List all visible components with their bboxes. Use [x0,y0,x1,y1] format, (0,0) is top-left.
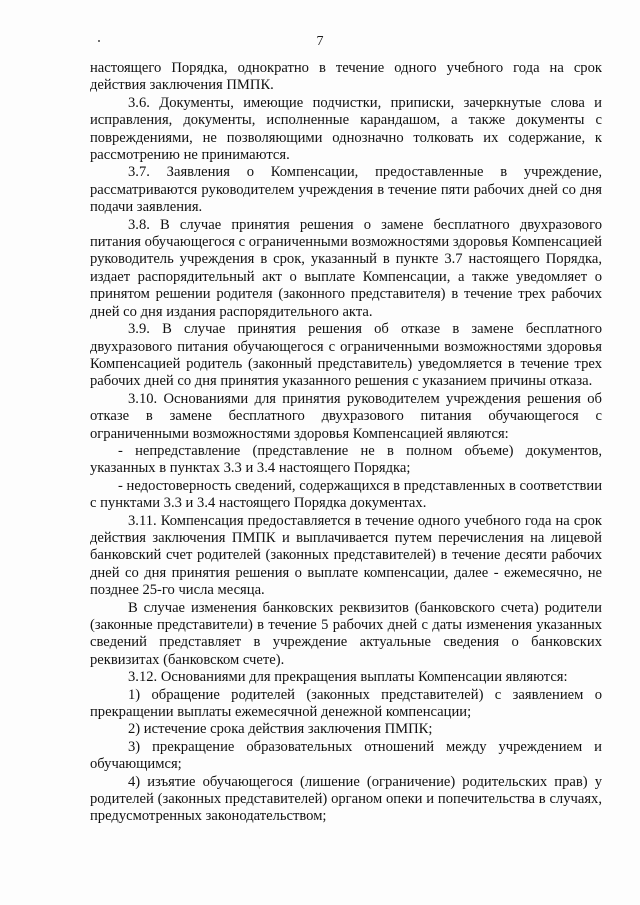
paragraph-3-12-item-3: 3) прекращение образовательных отношений между учреждением и обучающимся; [90,738,602,773]
paragraph-3-8: 3.8. В случае принятия решения о замене бесплатного двухразового питания обучающегося с ограниченными возможностями здоровья Компенсацией руководитель учреждения в срок, указанный в пункте 3.7 настоящего Порядка, издает распорядительный акт о выплате Компенсации, а также уведомляет о принятом решении родителя (законного представителя) в течение трех рабочих дней со дня издания распорядительного акта. [90,216,602,320]
paragraph-3-12: 3.12. Основаниями для прекращения выплаты Компенсации являются: [128,669,568,686]
paragraph-3-12-item-2: 2) истечение срока действия заключения ПМПК; [128,721,433,738]
page-number: 7 [316,34,324,49]
paragraph-3-9: 3.9. В случае принятия решения об отказе в замене бесплатного двухразового питания обучающегося с ограниченными возможностями здоровья Компенсацией родитель (законный представитель) уведомляется в течение трех рабочих дней со дня принятия указанного решения с указанием причины отказа. [90,321,602,390]
paragraph-3-7: 3.7. Заявления о Компенсации, предоставленные в учреждение, рассматриваются руководителем учреждения в течение пяти рабочих дней со дня подачи заявления. [90,164,602,216]
paragraph-3-10: 3.10. Основаниями для принятия руководителем учреждения решения об отказе в замене бесплатного двухразового питания обучающегося с ограниченными возможностями здоровья Компенсацией являются: [90,390,602,442]
document-body [90,60,602,826]
paragraph-3-11: 3.11. Компенсация предоставляется в течение одного учебного года на срок действия заключения ПМПК и выплачивается путем перечисления на лицевой банковский счет родителей (законных представителей) в течение десяти рабочих дней со дня принятия решения о выплате компенсации, далее - ежемесячно, не позднее 25-го числа месяца. [90,512,602,599]
paragraph-continuation: настоящего Порядка, однократно в течение одного учебного года на срок действия заключения ПМПК. [90,60,602,94]
paragraph-3-10-item-1: - непредставление (представление не в полном объеме) документов, указанных в пунктах 3.3 и 3.4 настоящего Порядка; [90,442,602,477]
paragraph-3-6: 3.6. Документы, имеющие подчистки, приписки, зачеркнутые слова и исправления, документы, исполненные карандашом, а также документы с повреждениями, не позволяющими однозначно толковать их содержание, к рассмотрению не принимаются. [90,94,602,164]
paragraph-3-10-item-2: - недостоверность сведений, содержащихся в представленных в соответствии с пунктами 3.3 и 3.4 настоящего Порядка документах. [90,477,602,512]
paragraph-3-12-item-4: 4) изъятие обучающегося (лишение (ограничение) родительских прав) у родителей (законных представителей) органом опеки и попечительства в случаях, предусмотренных законодательством; [90,773,602,825]
paragraph-3-11-banking: В случае изменения банковских реквизитов (банковского счета) родители (законные представители) в течение 5 рабочих дней с даты изменения указанных сведений представляет в учреждение актуальные сведения о банковских реквизитах (банковском счете). [90,599,602,668]
paragraph-3-12-item-1: 1) обращение родителей (законных представителей) с заявлением о прекращении выплаты ежемесячной денежной компенсации; [90,686,602,721]
